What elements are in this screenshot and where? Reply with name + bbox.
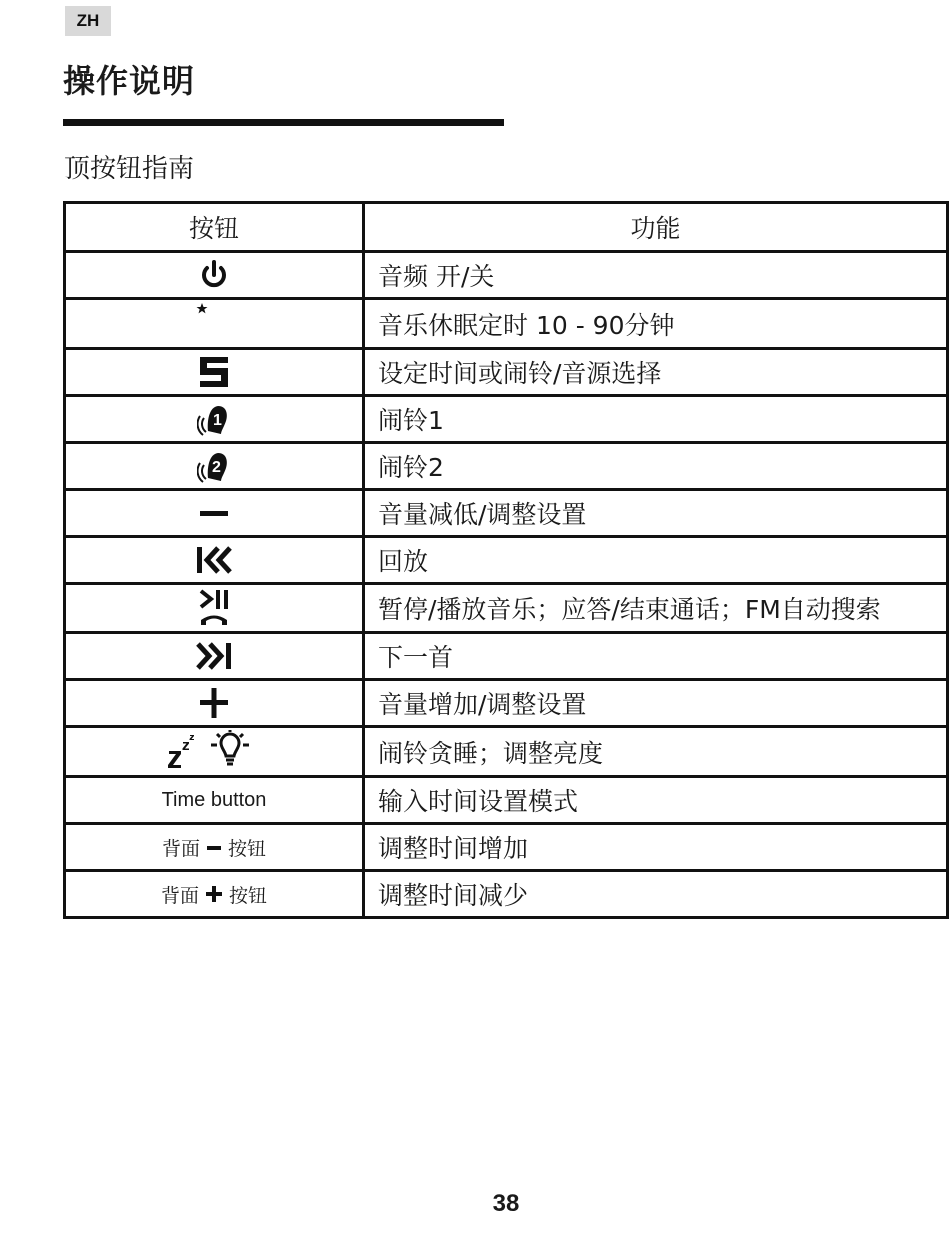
function-cell: 音量减低/调整设置 xyxy=(364,490,948,537)
function-cell: 设定时间或闹铃/音源选择 xyxy=(364,349,948,396)
column-header-button: 按钮 xyxy=(65,203,364,252)
function-cell: 调整时间减少 xyxy=(364,871,948,918)
snooze-dimmer-icon xyxy=(166,728,262,772)
function-cell: 回放 xyxy=(364,537,948,584)
button-cell xyxy=(65,584,364,633)
table-row xyxy=(65,824,948,871)
sleep-moon-icon xyxy=(194,300,234,344)
back-minus-icon xyxy=(206,839,222,855)
back-plus-icon xyxy=(205,885,223,903)
function-cell: 下一首 xyxy=(364,633,948,680)
button-cell xyxy=(65,252,364,299)
button-label: 按钮 xyxy=(228,837,267,860)
table-row xyxy=(65,680,948,727)
function-cell: 音量增加/调整设置 xyxy=(364,680,948,727)
button-label: 按钮 xyxy=(229,884,268,907)
function-cell: 闹铃1 xyxy=(364,396,948,443)
next-icon xyxy=(194,634,234,678)
table-row xyxy=(65,584,948,633)
function-cell: 闹铃贪睡；调整亮度 xyxy=(364,727,948,777)
button-cell xyxy=(65,680,364,727)
title-underline xyxy=(63,119,504,126)
table-row xyxy=(65,871,948,918)
page-number: 38 xyxy=(492,1190,520,1217)
svg-text:1: 1 xyxy=(213,412,222,429)
power-icon xyxy=(198,253,230,297)
language-badge: ZH xyxy=(65,6,111,36)
table-header-row xyxy=(65,203,948,252)
play-pause-call-icon xyxy=(197,585,231,629)
table-row xyxy=(65,727,948,777)
table-row xyxy=(65,777,948,824)
button-cell xyxy=(65,537,364,584)
table-row xyxy=(65,252,948,299)
table-row xyxy=(65,537,948,584)
function-cell: 暂停/播放音乐；应答/结束通话；FM自动搜索 xyxy=(364,584,948,633)
button-cell xyxy=(65,396,364,443)
alarm-1-icon xyxy=(197,397,231,441)
button-cell xyxy=(65,443,364,490)
button-cell xyxy=(65,299,364,349)
time-button-label: Time button xyxy=(161,788,267,811)
set-source-icon xyxy=(198,350,230,394)
svg-text:2: 2 xyxy=(212,459,221,476)
button-cell xyxy=(65,490,364,537)
plus-icon xyxy=(198,681,230,725)
back-minus-button-label xyxy=(162,834,266,861)
table-row xyxy=(65,299,948,349)
page-title: 操作说明 xyxy=(63,62,196,100)
previous-icon xyxy=(194,538,234,582)
function-cell: 音频 开/关 xyxy=(364,252,948,299)
back-plus-button-label xyxy=(161,881,267,908)
function-cell: 调整时间增加 xyxy=(364,824,948,871)
table-row xyxy=(65,349,948,396)
back-label: 背面 xyxy=(160,884,199,907)
column-header-function: 功能 xyxy=(364,203,948,252)
function-cell: 闹铃2 xyxy=(364,443,948,490)
button-cell xyxy=(65,871,364,918)
alarm-2-icon xyxy=(197,444,231,488)
bulb-icon xyxy=(211,730,249,764)
button-cell xyxy=(65,777,364,824)
snooze-icon xyxy=(168,735,194,768)
table-row xyxy=(65,633,948,680)
function-cell: 音乐休眠定时 10 - 90分钟 xyxy=(364,299,948,349)
button-cell xyxy=(65,824,364,871)
table-row xyxy=(65,443,948,490)
button-guide-table xyxy=(63,201,949,919)
function-cell: 输入时间设置模式 xyxy=(364,777,948,824)
button-cell xyxy=(65,727,364,777)
minus-icon xyxy=(198,491,230,535)
section-title: 顶按钮指南 xyxy=(64,154,195,184)
table-row xyxy=(65,490,948,537)
button-cell xyxy=(65,349,364,396)
button-cell xyxy=(65,633,364,680)
table-row xyxy=(65,396,948,443)
back-label: 背面 xyxy=(161,837,200,860)
